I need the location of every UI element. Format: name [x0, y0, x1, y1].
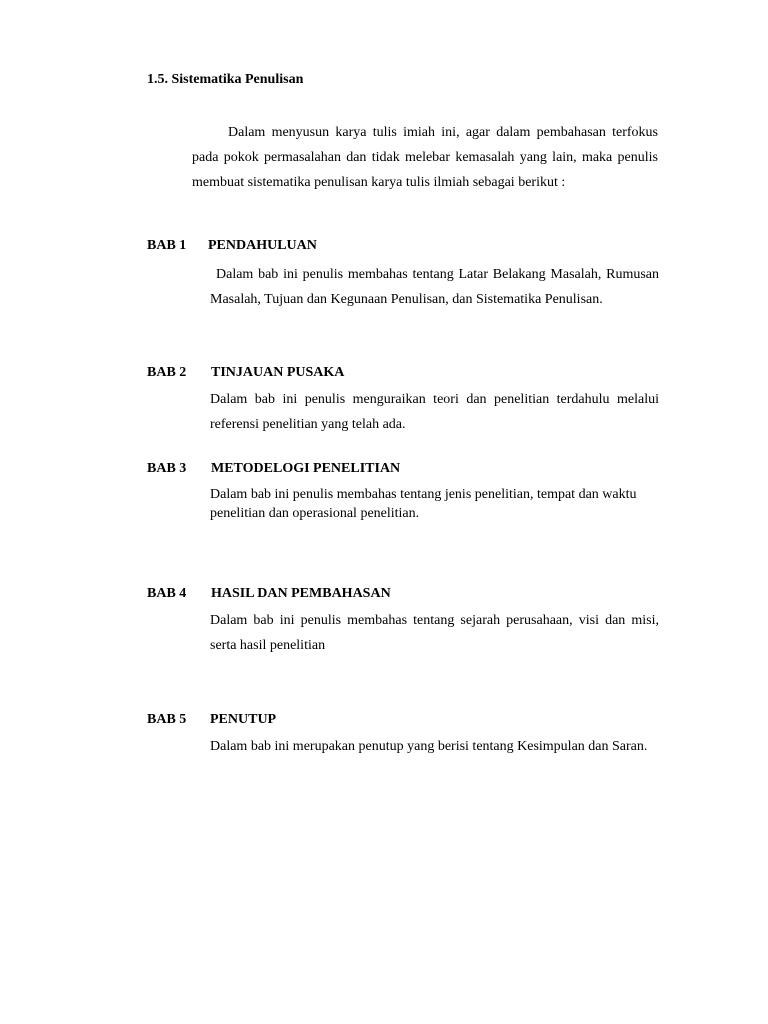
chapter-2-title: TINJAUAN PUSAKA — [211, 365, 345, 380]
chapter-3-title: METODELOGI PENELITIAN — [211, 461, 401, 476]
chapter-5-description: Dalam bab ini merupakan penutup yang berisi tentang Kesimpulan dan Saran. — [210, 739, 648, 754]
chapter-4-description: Dalam bab ini penulis membahas tentang sejarah perusahaan, visi dan misi, serta hasil penelitian — [210, 613, 659, 653]
chapter-2-number: BAB 2 — [147, 365, 187, 380]
chapter-4-title: HASIL DAN PEMBAHASAN — [211, 586, 391, 601]
chapter-1-description: Dalam bab ini penulis membahas tentang Latar Belakang Masalah, Rumusan Masalah, Tujuan dan Kegunaan Penulisan, dan Sistematika Penulisan. — [210, 267, 659, 307]
section-heading: 1.5. Sistematika Penulisan — [147, 72, 304, 87]
chapter-4-number: BAB 4 — [147, 586, 187, 601]
chapter-3-description: Dalam bab ini penulis membahas tentang jenis penelitian, tempat dan waktu penelitian dan operasional penelitian. — [210, 487, 637, 521]
chapter-3-number: BAB 3 — [147, 461, 187, 476]
chapter-5-title: PENUTUP — [210, 712, 277, 727]
chapter-1-title: PENDAHULUAN — [208, 238, 317, 253]
chapter-2-description: Dalam bab ini penulis menguraikan teori dan penelitian terdahulu melalui referensi penelitian yang telah ada. — [210, 392, 659, 432]
chapter-5-number: BAB 5 — [147, 712, 187, 727]
intro-paragraph: Dalam menyusun karya tulis imiah ini, agar dalam pembahasan terfokus pada pokok permasalahan dan tidak melebar kemasalah yang lain, maka penulis membuat sistematika penulisan karya tulis ilmiah sebagai berikut : — [192, 125, 658, 190]
chapter-1-number: BAB 1 — [147, 238, 187, 253]
